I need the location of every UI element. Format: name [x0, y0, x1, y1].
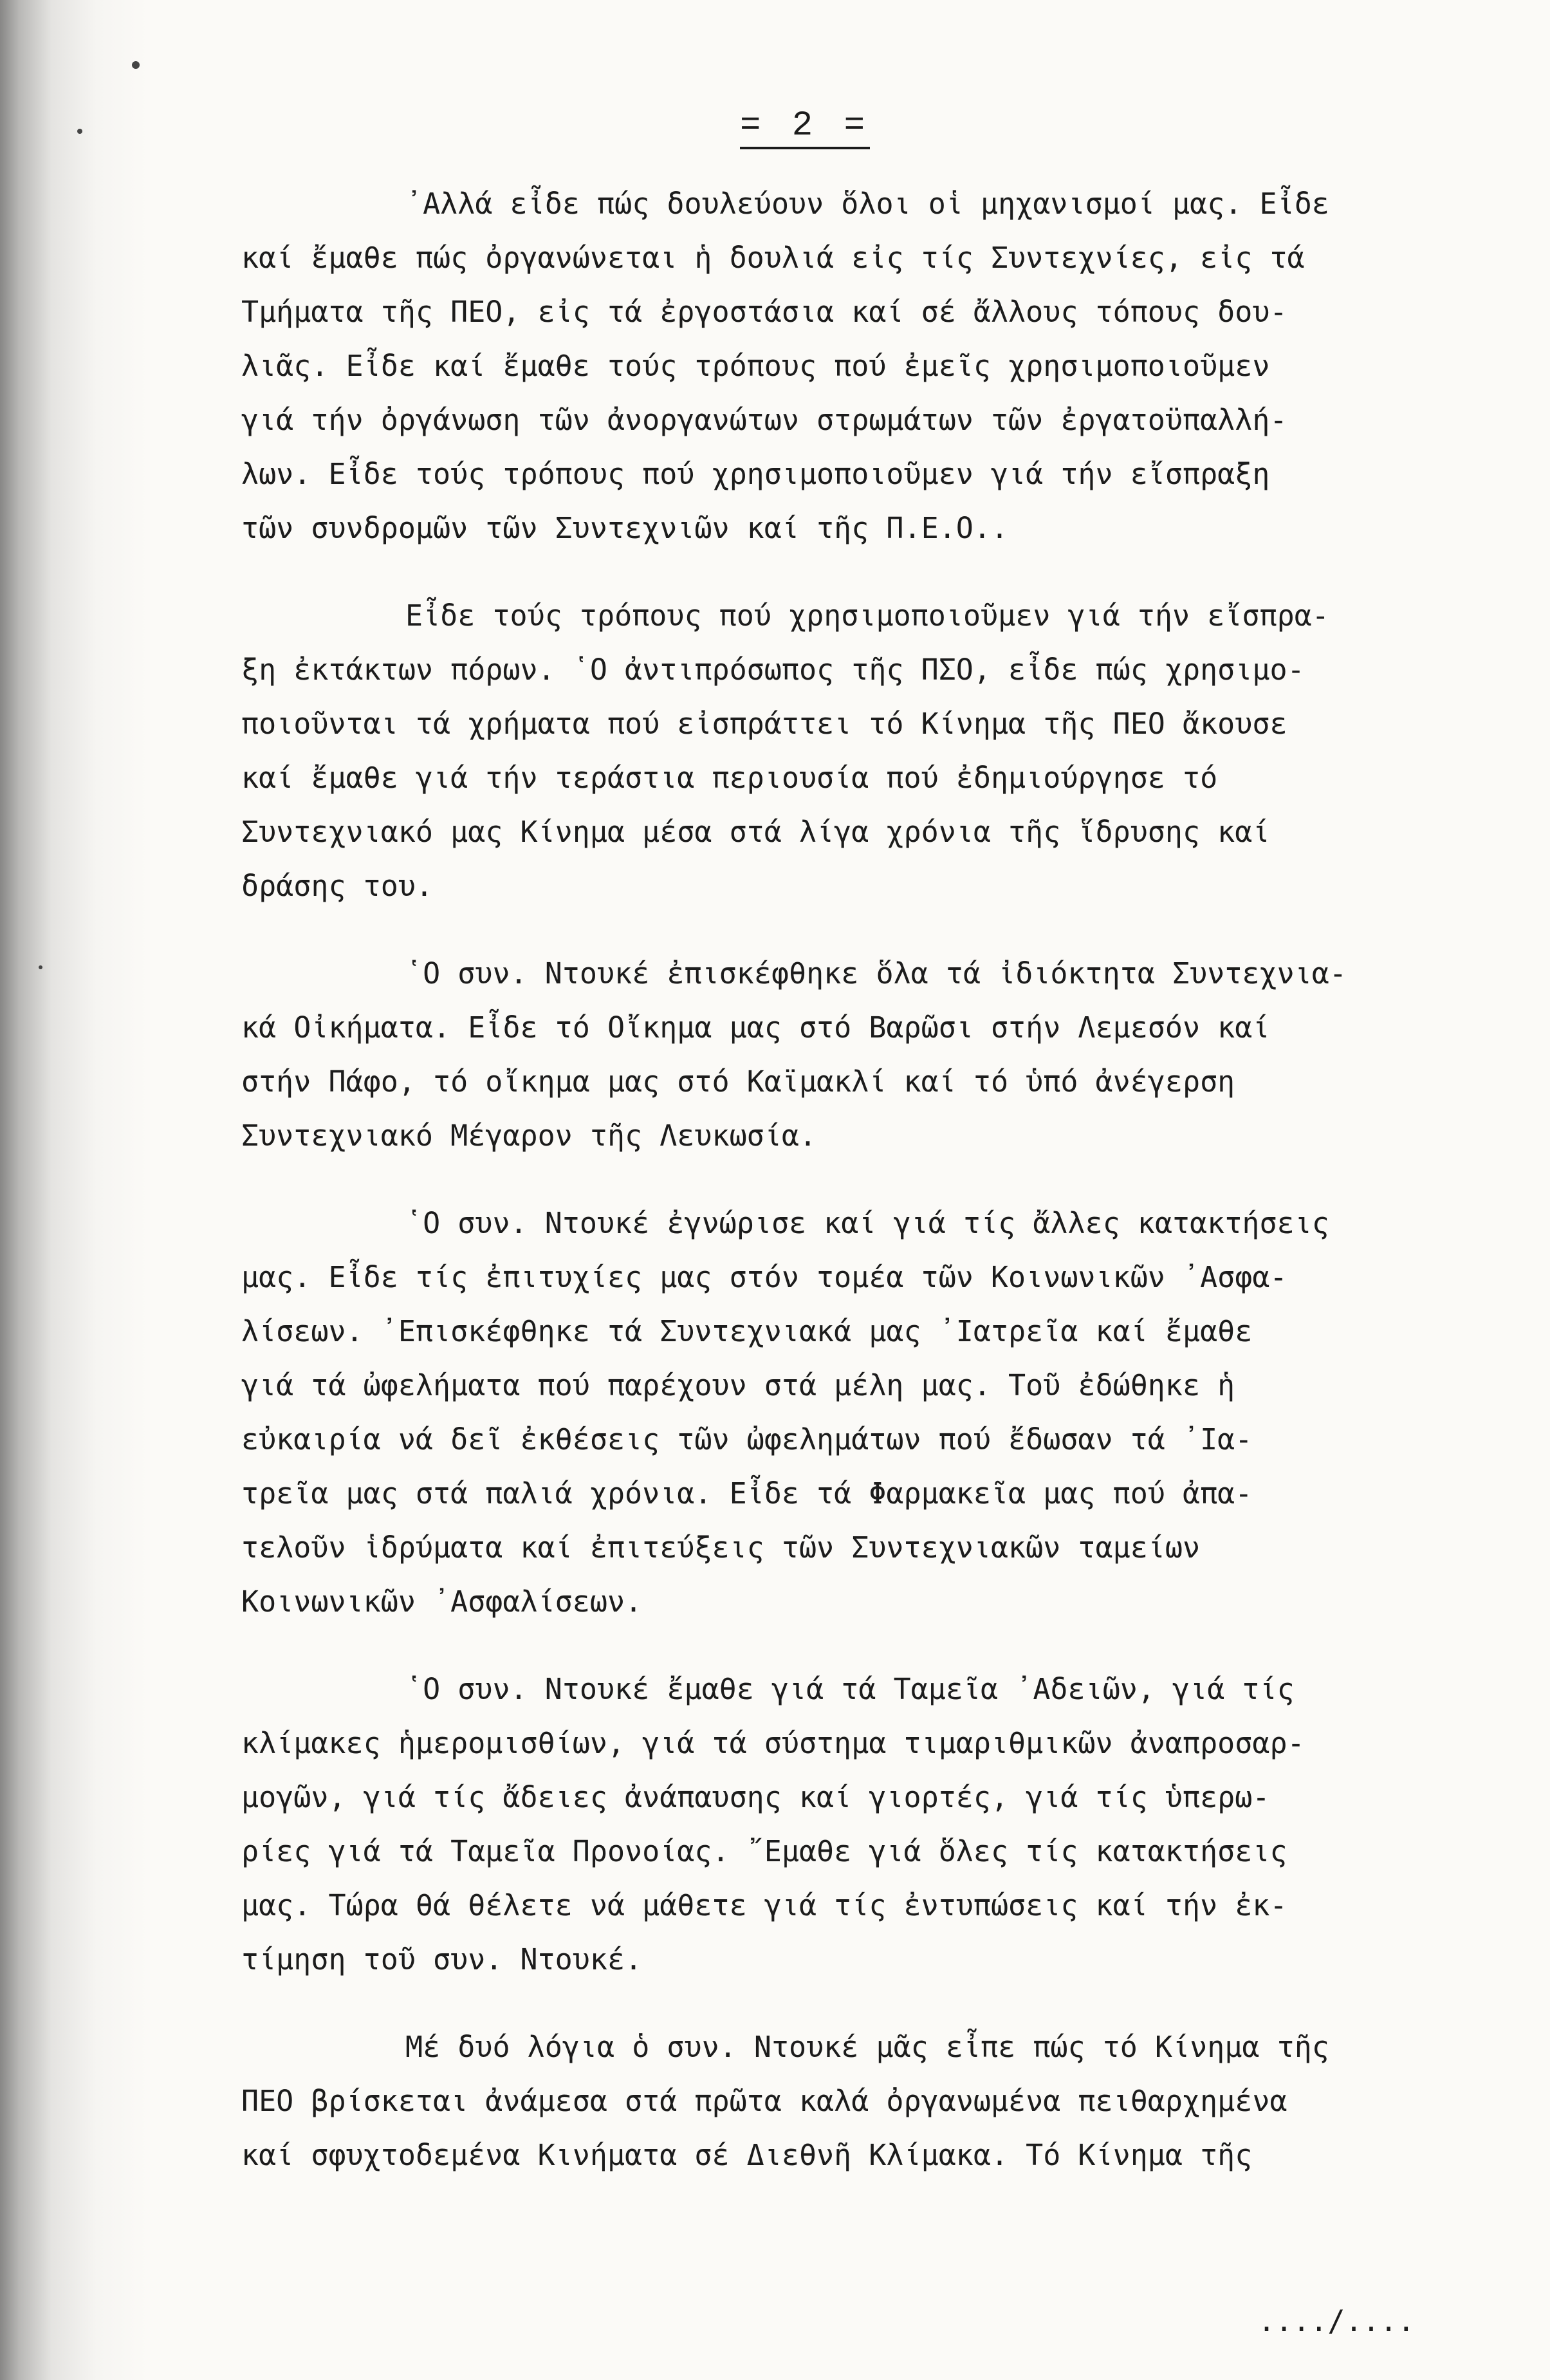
text-line: μογῶν, γιά τίς ἄδειες ἀνάπαυσης καί γιορτές, γιά τίς ὑπερω-	[241, 1780, 1270, 1814]
continuation-mark: ..../....	[1258, 2304, 1415, 2338]
text-line: καί ἔμαθε γιά τήν τεράστια περιουσία πού ἐδημιούργησε τό	[241, 761, 1218, 795]
text-line: τίμηση τοῦ συν. Ντουκέ.	[241, 1942, 643, 1976]
paragraph	[241, 947, 1451, 1163]
text-line: καί σφυχτοδεμένα Κινήματα σέ Διεθνῆ Κλίμακα. Τό Κίνημα τῆς	[241, 2138, 1253, 2172]
text-line: λιᾶς. Εἶδε καί ἔμαθε τούς τρόπους πού ἐμεῖς χρησιμοποιοῦμεν	[241, 349, 1270, 383]
scan-edge-shadow	[0, 0, 148, 2380]
text-line: γιά τά ὠφελήματα πού παρέχουν στά μέλη μας. Τοῦ ἐδώθηκε ἡ	[241, 1368, 1235, 1402]
text-line: κά Οἰκήματα. Εἶδε τό Οἴκημα μας στό Βαρῶσι στήν Λεμεσόν καί	[241, 1010, 1270, 1045]
scan-speck	[77, 129, 82, 134]
text-line: καί ἔμαθε πώς ὀργανώνεται ἡ δουλιά εἰς τίς Συντεχνίες, εἰς τά	[241, 241, 1305, 275]
text-line: ῾Ο συν. Ντουκέ ἔμαθε γιά τά Ταμεῖα ᾽Αδειῶν, γιά τίς	[405, 1672, 1295, 1706]
text-line: ῾Ο συν. Ντουκέ ἐγνώρισε καί γιά τίς ἄλλες κατακτήσεις	[405, 1206, 1329, 1240]
paragraph	[241, 589, 1451, 913]
text-line: Κοινωνικῶν ᾽Ασφαλίσεων.	[241, 1585, 643, 1619]
scan-speck	[39, 965, 42, 969]
text-line: Μέ δυό λόγια ὁ συν. Ντουκέ μᾶς εἶπε πώς τό Κίνημα τῆς	[405, 2030, 1329, 2064]
text-line: ᾽Αλλά εἶδε πώς δουλεύουν ὅλοι οἱ μηχανισμοί μας. Εἶδε	[405, 187, 1329, 221]
text-line: ῾Ο συν. Ντουκέ ἐπισκέφθηκε ὅλα τά ἰδιόκτητα Συντεχνια-	[405, 956, 1347, 990]
text-line: δράσης του.	[241, 869, 434, 903]
text-line: τῶν συνδρομῶν τῶν Συντεχνιῶν καί τῆς Π.Ε.Ο..	[241, 511, 1009, 545]
text-line: μας. Εἶδε τίς ἐπιτυχίες μας στόν τομέα τῶν Κοινωνικῶν ᾽Ασφα-	[241, 1260, 1287, 1294]
text-line: τελοῦν ἱδρύματα καί ἐπιτεύξεις τῶν Συντεχνιακῶν ταμείων	[241, 1530, 1201, 1565]
paragraph	[241, 2020, 1451, 2182]
text-line: τρεῖα μας στά παλιά χρόνια. Εἶδε τά Φαρμακεῖα μας πού ἀπα-	[241, 1476, 1253, 1511]
text-line: λίσεων. ᾽Επισκέφθηκε τά Συντεχνιακά μας ᾽Ιατρεῖα καί ἔμαθε	[241, 1314, 1253, 1348]
text-line: ρίες γιά τά Ταμεῖα Προνοίας. ῎Εμαθε γιά ὅλες τίς κατακτήσεις	[241, 1834, 1287, 1868]
body-text	[241, 177, 1451, 2216]
text-line: Συντεχνιακό μας Κίνημα μέσα στά λίγα χρόνια τῆς ἵδρυσης καί	[241, 815, 1270, 849]
text-line: εὐκαιρία νά δεῖ ἐκθέσεις τῶν ὠφελημάτων πού ἔδωσαν τά ᾽Ια-	[241, 1422, 1253, 1456]
text-line: Συντεχνιακό Μέγαρον τῆς Λευκωσία.	[241, 1119, 817, 1153]
text-line: Τμήματα τῆς ΠΕΟ, εἰς τά ἐργοστάσια καί σέ ἄλλους τόπους δου-	[241, 295, 1287, 329]
page-number: = 2 =	[740, 106, 870, 149]
scan-speck	[132, 61, 140, 69]
text-line: κλίμακες ἡμερομισθίων, γιά τά σύστημα τιμαριθμικῶν ἀναπροσαρ-	[241, 1726, 1305, 1760]
text-line: γιά τήν ὀργάνωση τῶν ἀνοργανώτων στρωμάτων τῶν ἐργατοϋπαλλή-	[241, 403, 1287, 437]
text-line: ποιοῦνται τά χρήματα πού εἰσπράττει τό Κίνημα τῆς ΠΕΟ ἄκουσε	[241, 707, 1287, 741]
text-line: Εἶδε τούς τρόπους πού χρησιμοποιοῦμεν γιά τήν εἴσπρα-	[405, 599, 1329, 633]
text-line: λων. Εἶδε τούς τρόπους πού χρησιμοποιοῦμεν γιά τήν εἴσπραξη	[241, 457, 1270, 491]
paragraph	[241, 177, 1451, 555]
text-line: ξη ἐκτάκτων πόρων. ῾Ο ἀντιπρόσωπος τῆς ΠΣΟ, εἶδε πώς χρησιμο-	[241, 653, 1305, 687]
text-line: μας. Τώρα θά θέλετε νά μάθετε γιά τίς ἐντυπώσεις καί τήν ἐκ-	[241, 1888, 1287, 1922]
paragraph	[241, 1196, 1451, 1629]
paragraph	[241, 1662, 1451, 1987]
text-line: ΠΕΟ βρίσκεται ἀνάμεσα στά πρῶτα καλά ὀργανωμένα πειθαρχημένα	[241, 2084, 1287, 2118]
text-line: στήν Πάφο, τό οἴκημα μας στό Καϊμακλί καί τό ὑπό ἀνέγερση	[241, 1064, 1235, 1099]
